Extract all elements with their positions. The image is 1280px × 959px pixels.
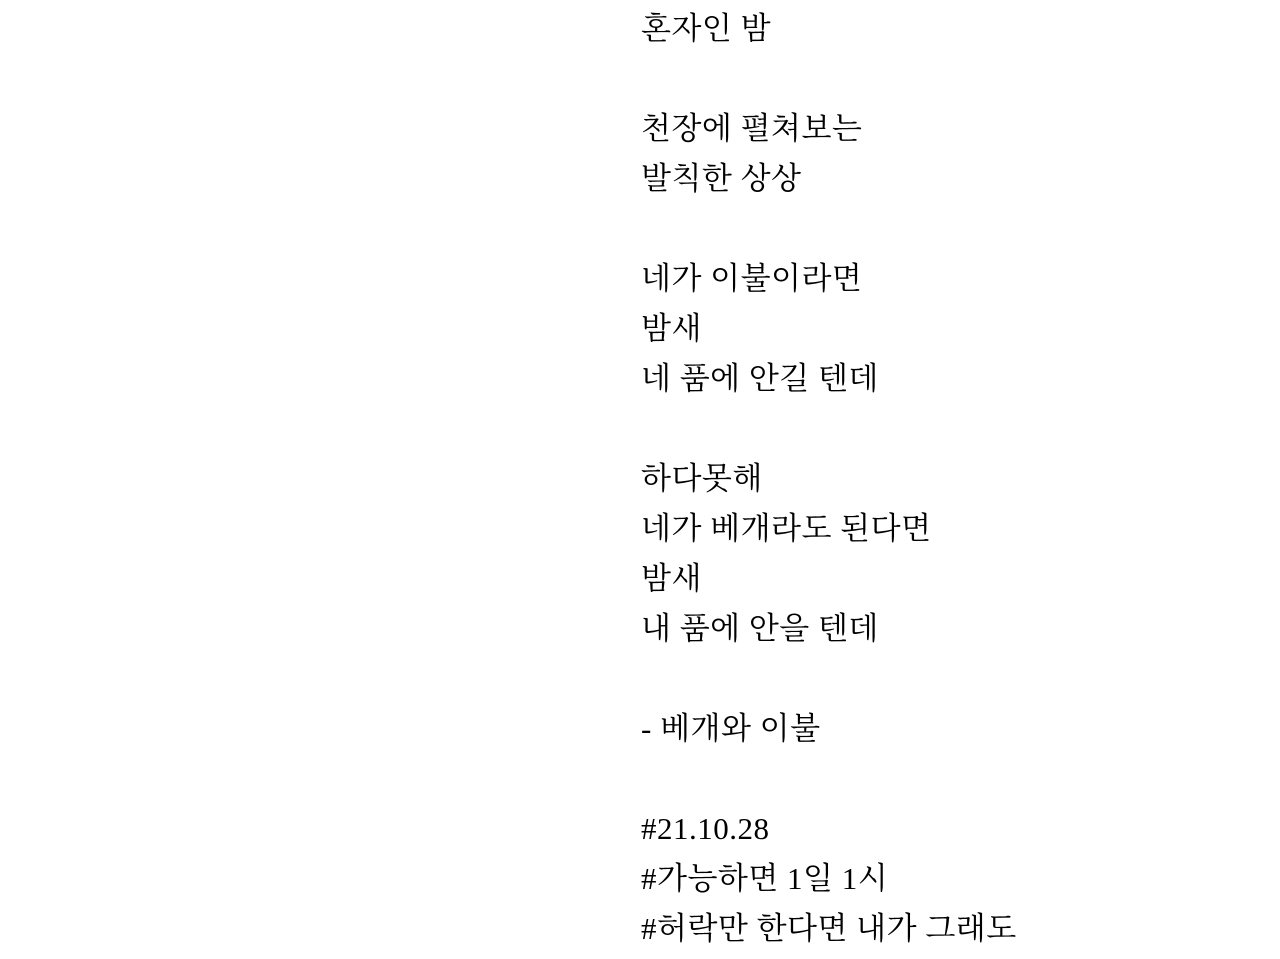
poem-line: 네가 베개라도 된다면 [641,511,932,546]
poem-title-block [641,4,1017,54]
poem-line: 네가 이불이라면 [641,261,863,296]
poem-line: 밤새 [641,311,702,346]
hashtag-line: #허락만 한다면 내가 그래도 [641,911,1017,946]
hashtag-line: #21.10.28 [641,811,770,846]
poem-hashtags [641,804,1017,954]
poem-document [641,4,1017,954]
poem-line: 밤새 [641,561,702,596]
poem-line: 하다못해 [641,461,763,496]
poem-stanza-3 [641,454,1017,654]
poem-line: 발칙한 상상 [641,161,802,196]
hashtag-line: #가능하면 1일 1시 [641,861,889,896]
poem-title: 혼자인 밤 [641,11,772,46]
poem-line: 내 품에 안을 텐데 [641,611,879,646]
poem-attribution-block [641,704,1017,754]
poem-stanza-2 [641,254,1017,404]
poem-stanza-1 [641,104,1017,204]
poem-line: 천장에 펼쳐보는 [641,111,863,146]
poem-attribution: - 베개와 이불 [641,711,821,746]
poem-line: 네 품에 안길 텐데 [641,361,879,396]
